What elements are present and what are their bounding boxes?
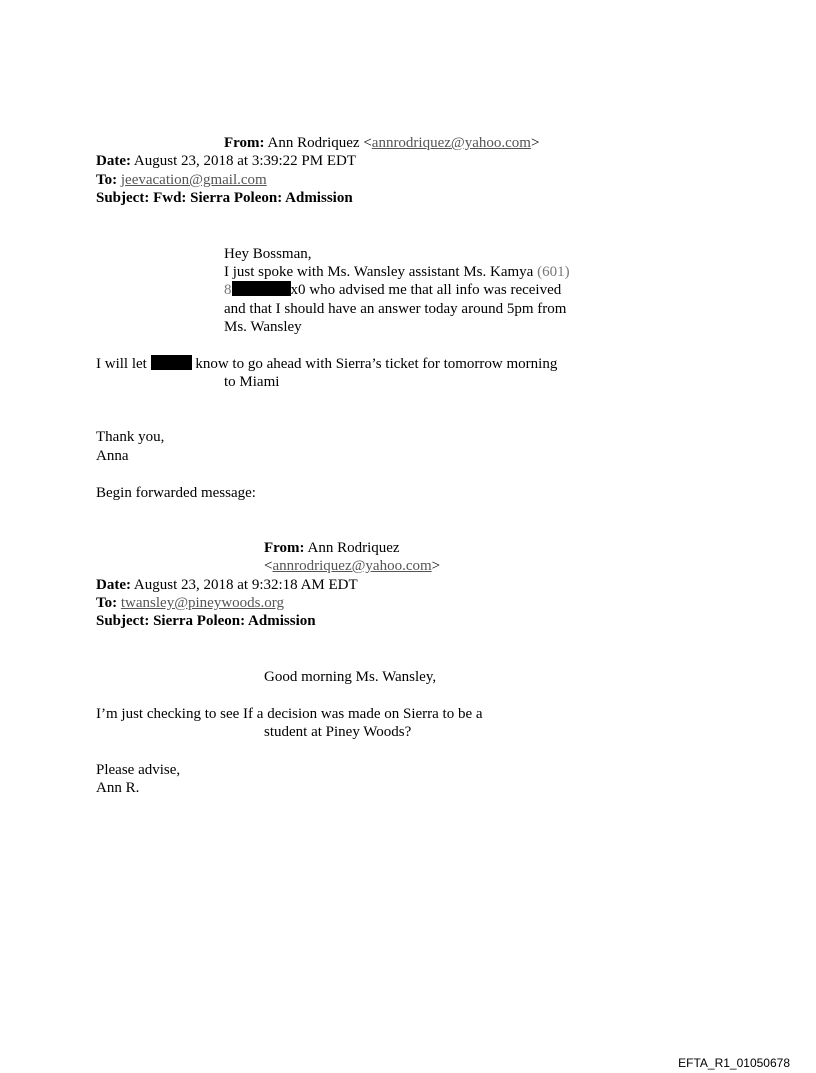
email1-body-line5	[96, 355, 557, 373]
forwarded-message-label: Begin forwarded message:	[96, 485, 256, 501]
phone-area-code: (601)	[537, 264, 570, 280]
email2-subject-line	[96, 612, 316, 630]
body-text: x0 who advised me that all info was received	[290, 282, 562, 298]
angle-close: >	[431, 558, 441, 574]
subject-value: Fwd: Sierra Poleon: Admission	[153, 190, 353, 206]
email1-greeting: Hey Bossman,	[224, 246, 312, 262]
document-id: EFTA_R1_01050678	[678, 1056, 790, 1070]
from-name: Ann Rodriquez	[307, 540, 400, 556]
subject-value: Sierra Poleon: Admission	[153, 613, 316, 629]
redaction-bar	[151, 355, 192, 370]
email2-date-line	[96, 576, 358, 594]
to-label: To:	[96, 595, 118, 611]
email1-signature: Anna	[96, 448, 129, 464]
angle-open: <	[264, 558, 273, 574]
email2-body-line2: student at Piney Woods?	[264, 724, 412, 740]
email2-body-line1: I’m just checking to see If a decision was made on Sierra to be a	[96, 706, 483, 722]
email1-body-line2	[224, 281, 561, 299]
subject-label: Subject:	[96, 190, 150, 206]
email1-body-line1	[224, 263, 570, 281]
email1-subject-line	[96, 189, 353, 207]
subject-label: Subject:	[96, 613, 150, 629]
email2-closing: Please advise,	[96, 762, 181, 778]
email1-body-line4: Ms. Wansley	[224, 319, 302, 335]
email2-from-line	[264, 539, 400, 557]
email2-from-email-line	[264, 557, 440, 575]
email2-greeting: Good morning Ms. Wansley,	[264, 669, 437, 685]
email1-date-line	[96, 152, 356, 170]
from-label: From:	[224, 135, 265, 151]
email2-signature: Ann R.	[96, 780, 140, 796]
date-label: Date:	[96, 153, 131, 169]
angle-open: <	[363, 135, 372, 151]
email2-to-line	[96, 594, 284, 612]
from-email-link[interactable]: annrodriquez@yahoo.com	[371, 135, 531, 151]
phone-prefix: 8	[224, 282, 232, 298]
email1-from-line	[224, 134, 539, 152]
angle-close: >	[530, 135, 540, 151]
email1-thanks: Thank you,	[96, 429, 165, 445]
date-label: Date:	[96, 577, 131, 593]
email1-body-line6: to Miami	[224, 374, 280, 390]
from-name: Ann Rodriquez	[267, 135, 360, 151]
to-email-link[interactable]: twansley@pineywoods.org	[120, 595, 284, 611]
date-value: August 23, 2018 at 9:32:18 AM EDT	[133, 577, 358, 593]
date-value: August 23, 2018 at 3:39:22 PM EDT	[133, 153, 357, 169]
redaction-bar	[232, 281, 291, 296]
body-text: I just spoke with Ms. Wansley assistant Ms. Kamya	[224, 264, 534, 280]
email1-to-line	[96, 171, 267, 189]
to-label: To:	[96, 172, 118, 188]
from-label: From:	[264, 540, 305, 556]
body-text: I will let	[96, 356, 147, 372]
to-email-link[interactable]: jeevacation@gmail.com	[120, 172, 267, 188]
email1-body-line3: and that I should have an answer today around 5pm from	[224, 301, 567, 317]
from-email-link[interactable]: annrodriquez@yahoo.com	[272, 558, 432, 574]
body-text: know to go ahead with Sierra’s ticket for tomorrow morning	[195, 356, 558, 372]
